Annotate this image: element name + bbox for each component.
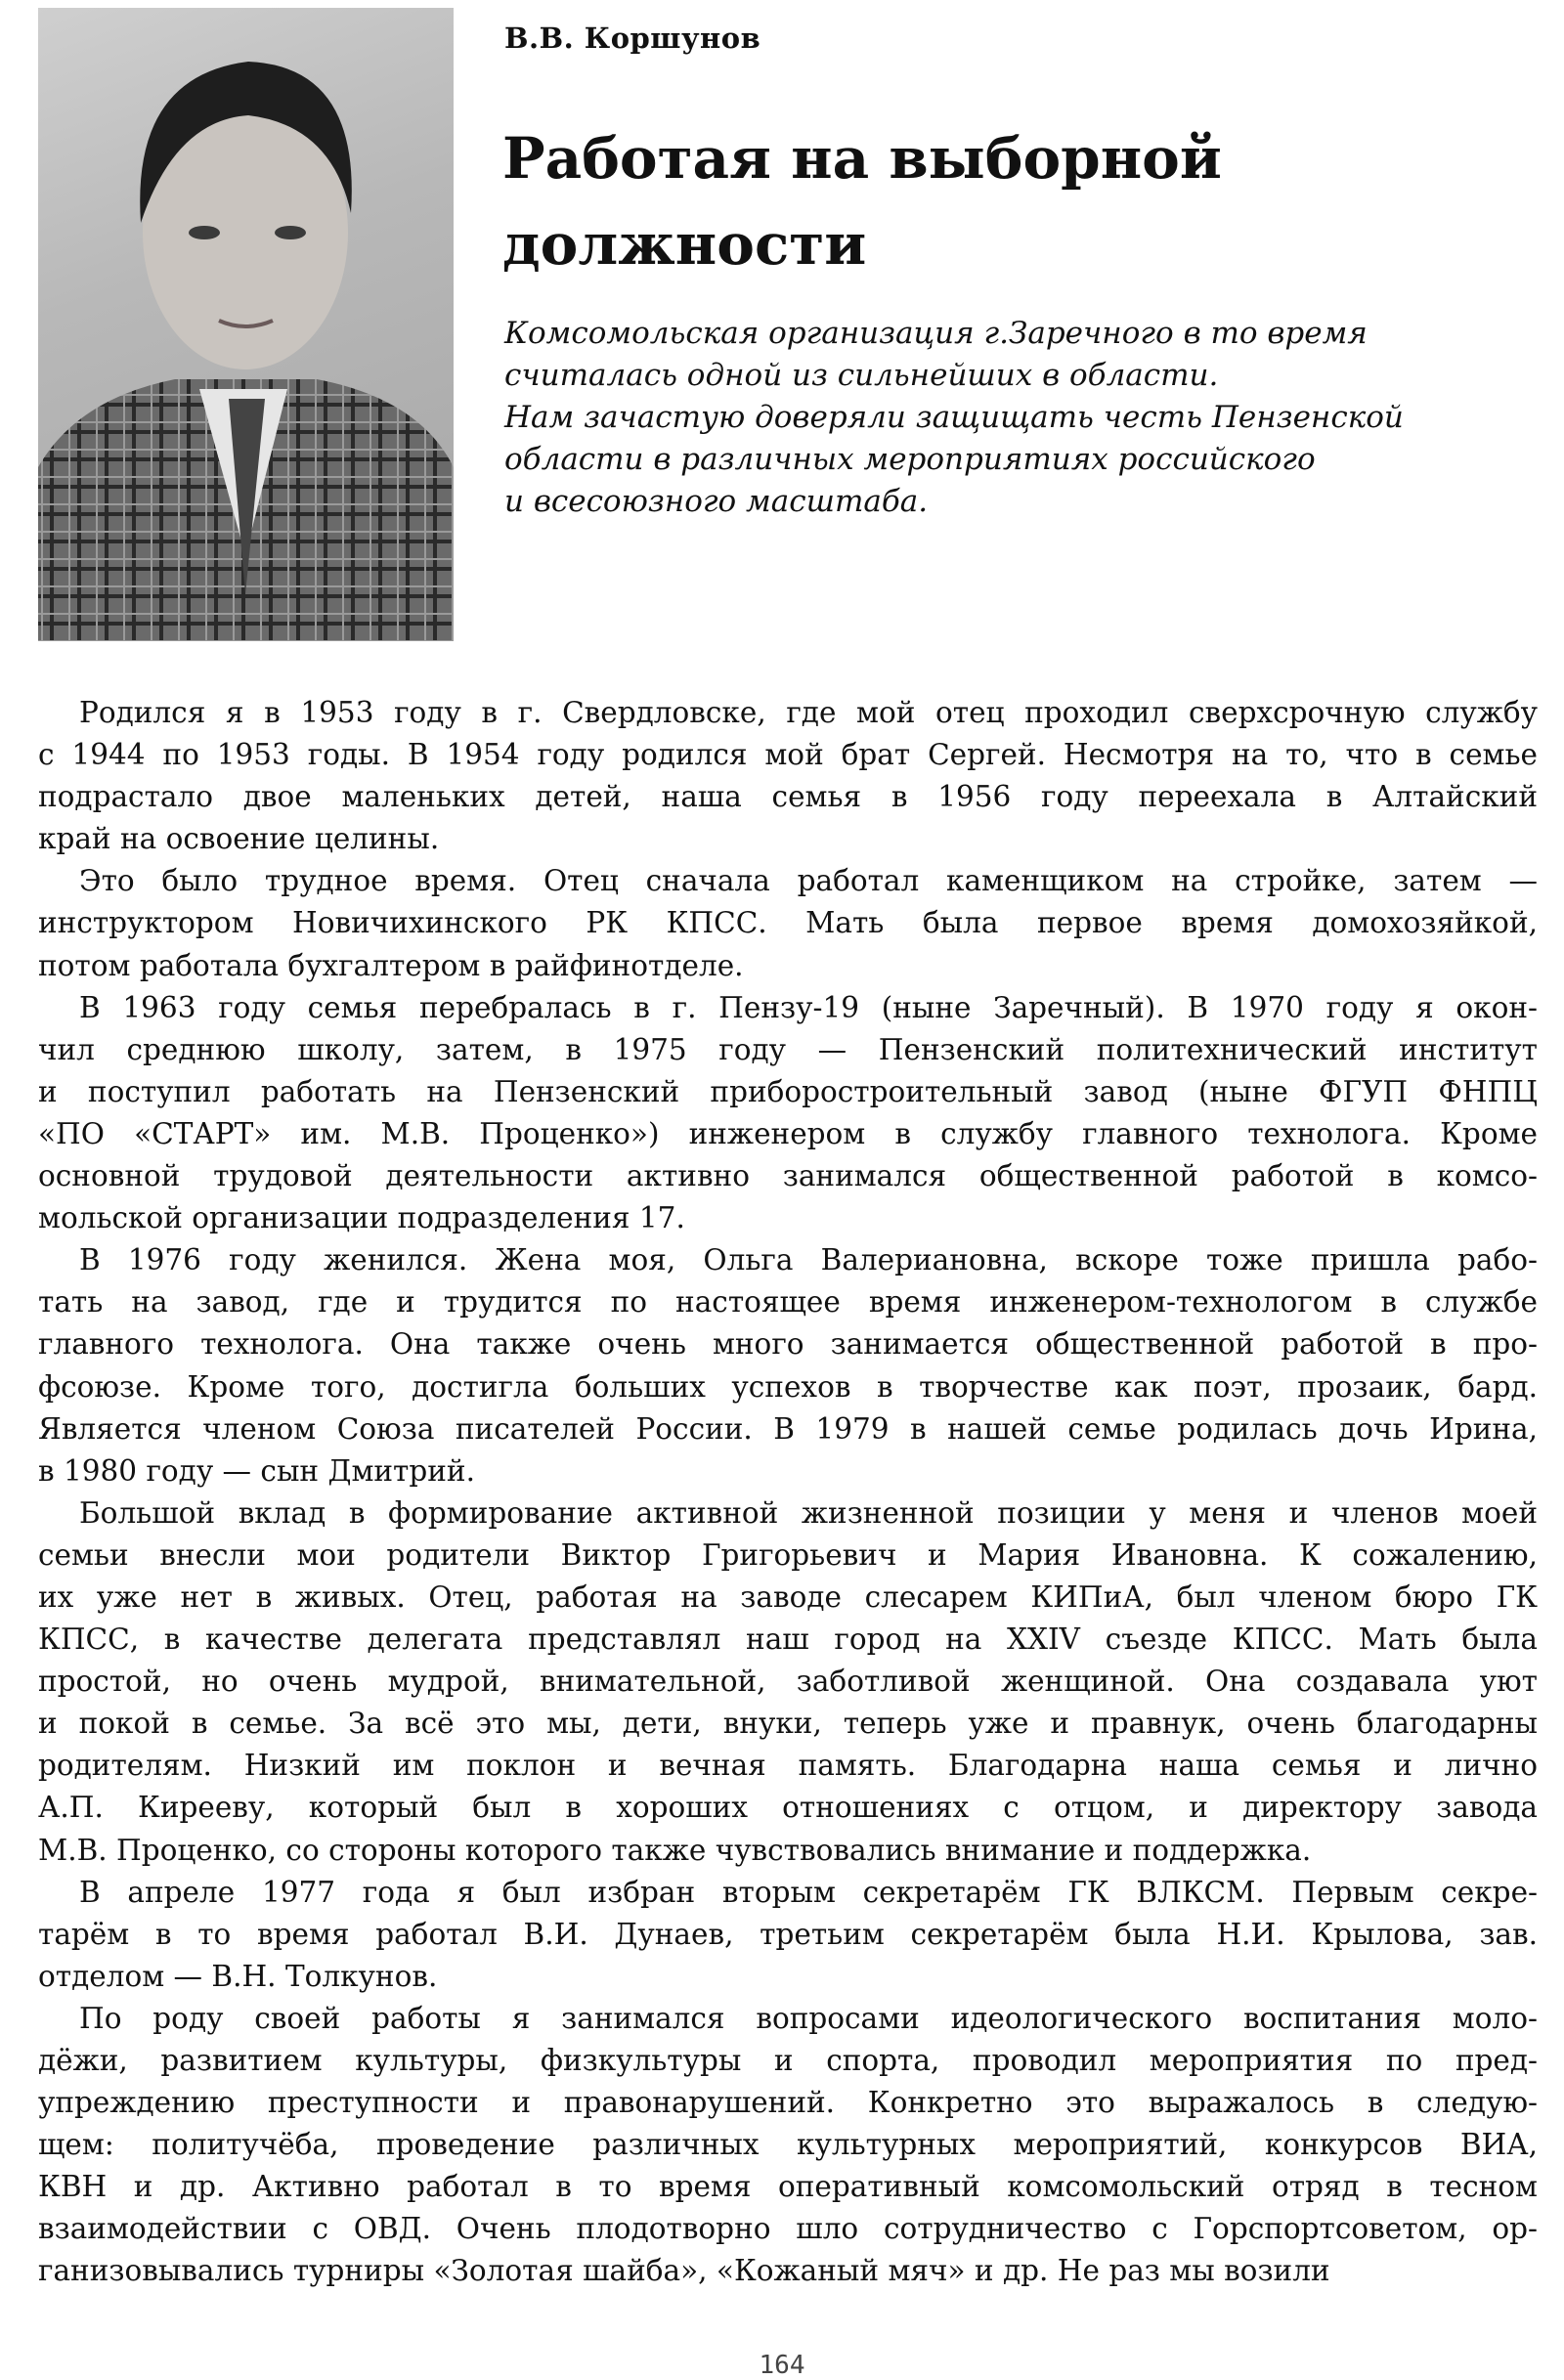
text-line: фсоюзе. Кроме того, достигла больших успехов в творчестве как поэт, прозаик, бард. [38, 1369, 1538, 1404]
text-line: дёжи, развитием культуры, физкультуры и спорта, проводил мероприятия по пред- [38, 2044, 1538, 2077]
text-line: простой, но очень мудрой, внимательной, заботливой женщиной. Она создавала уют [38, 1665, 1538, 1699]
text-line: щем: политучёба, проведение различных культурных мероприятий, конкурсов ВИА, [38, 2128, 1538, 2162]
lead-line: области в различных мероприятиях российского [504, 442, 1316, 477]
text-line: и покой в семье. За всё это мы, дети, внуки, теперь уже и правнук, очень благодарны [38, 1707, 1538, 1741]
lead-line: считалась одной из сильнейших в области. [504, 358, 1219, 393]
text-line: Большой вклад в формирование активной жизненной позиции у меня и членов моей [79, 1495, 1538, 1530]
text-line: упреждению преступности и правонарушений. Конкретно это выражалось в следую- [38, 2086, 1538, 2120]
text-line: потом работала бухгалтером в райфинотделе. [38, 948, 744, 982]
text-line: и поступил работать на Пензенский приборостроительный завод (ныне ФГУП ФНПЦ [38, 1074, 1538, 1108]
text-line: чил среднюю школу, затем, в 1975 году — Пензенский политехнический институт [38, 1032, 1538, 1066]
text-line: отделом — В.Н. Толкунов. [38, 1959, 438, 1993]
text-line: с 1944 по 1953 годы. В 1954 году родился мой брат Сергей. Несмотря на то, что в семье [38, 738, 1538, 772]
title-line: должности [502, 211, 867, 278]
page-number: 164 [759, 2351, 805, 2380]
text-line: главного технолога. Она также очень много занимается общественной работой в про- [38, 1327, 1538, 1362]
author-name: В.В. Коршунов [504, 22, 761, 55]
text-line: В апреле 1977 года я был избран вторым секретарём ГК ВЛКСМ. Первым секре- [79, 1875, 1538, 1909]
lead-line: Нам зачастую доверяли защищать честь Пензенской [504, 400, 1404, 435]
text-line: В 1963 году семья перебралась в г. Пензу-19 (ныне Заречный). В 1970 году я окон- [79, 990, 1538, 1024]
text-line: «ПО «СТАРТ» им. М.В. Проценко») инженером в службу главного технолога. Кроме [38, 1116, 1538, 1150]
text-line: В 1976 году женился. Жена моя, Ольга Валериановна, вскоре тоже пришла рабо- [79, 1243, 1538, 1277]
title-line: Работая на выборной [502, 125, 1222, 192]
text-line: КПСС, в качестве делегата представлял наш город на XXIV съезде КПСС. Мать была [38, 1623, 1538, 1657]
text-line: КВН и др. Активно работал в то время оперативный комсомольский отряд в тесном [38, 2170, 1538, 2204]
lead-line: Комсомольская организация г.Заречного в то время [504, 316, 1368, 351]
paragraph [38, 1493, 1538, 1872]
text-line: А.П. Кирееву, который был в хороших отношениях с отцом, и директору завода [38, 1791, 1538, 1825]
paragraph [38, 860, 1538, 986]
text-line: тать на завод, где и трудится по настоящее время инженером-технологом в службе [38, 1285, 1538, 1320]
text-line: М.В. Проценко, со стороны которого также чувствовались внимание и поддержка. [38, 1833, 1312, 1867]
paragraph [38, 1239, 1538, 1493]
paragraph [38, 987, 1538, 1240]
text-line: их уже нет в живых. Отец, работая на заводе слесарем КИПиА, был членом бюро ГК [38, 1579, 1538, 1614]
author-portrait-photo [38, 8, 454, 641]
text-line: инструктором Новичихинского РК КПСС. Мать была первое время домохозяйкой, [38, 906, 1538, 940]
lead-line: и всесоюзного масштаба. [504, 484, 929, 519]
text-line: подрастало двое маленьких детей, наша семья в 1956 году переехала в Алтайский [38, 780, 1538, 814]
text-line: По роду своей работы я занимался вопросами идеологического воспитания моло- [79, 2001, 1538, 2035]
text-line: Родился я в 1953 году в г. Свердловске, где мой отец проходил сверхсрочную службу [79, 696, 1538, 729]
article-title [502, 115, 1222, 287]
paragraph [38, 692, 1538, 860]
paragraph [38, 1998, 1538, 2293]
text-line: взаимодействии с ОВД. Очень плодотворно шло сотрудничество с Горспортсоветом, ор- [38, 2212, 1538, 2246]
article-body [38, 692, 1538, 2293]
text-line: ганизовывались турниры «Золотая шайба», «Кожаный мяч» и др. Не раз мы возили [38, 2254, 1330, 2288]
text-line: тарём в то время работал В.И. Дунаев, третьим секретарём была Н.И. Крылова, зав. [38, 1917, 1538, 1951]
text-line: край на освоение целины. [38, 822, 440, 856]
text-line: основной трудовой деятельности активно занимался общественной работой в комсо- [38, 1159, 1538, 1193]
text-line: мольской организации подразделения 17. [38, 1201, 685, 1235]
text-line: Это было трудное время. Отец сначала работал каменщиком на стройке, затем — [79, 864, 1538, 898]
paragraph [38, 1872, 1538, 1998]
text-line: Является членом Союза писателей России. В 1979 в нашей семье родилась дочь Ирина, [38, 1411, 1538, 1446]
text-line: в 1980 году — сын Дмитрий. [38, 1453, 475, 1488]
text-line: родителям. Низкий им поклон и вечная память. Благодарна наша семья и лично [38, 1749, 1538, 1783]
lead-quote [504, 313, 1404, 523]
text-line: семьи внесли мои родители Виктор Григорьевич и Мария Ивановна. К сожалению, [38, 1537, 1538, 1572]
